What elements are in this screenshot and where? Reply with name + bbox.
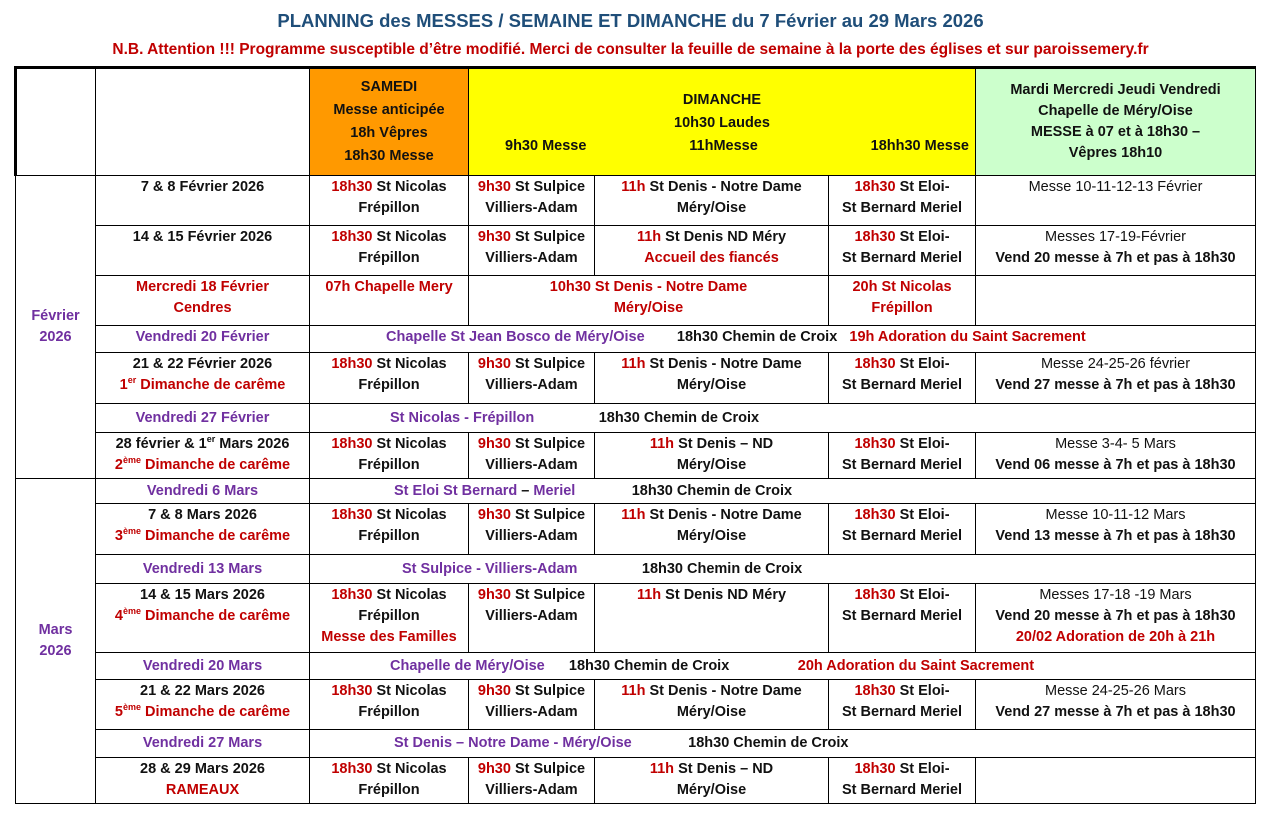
- table-row: [16, 176, 1256, 226]
- table-header: [16, 68, 1256, 176]
- table-row: [16, 730, 1256, 758]
- saturday-cell: 18h30 St Nicolas Frépillon: [310, 176, 469, 226]
- sunday-11-cell: 11h St Denis – ND Méry/Oise: [595, 758, 829, 804]
- friday-cell: Chapelle St Jean Bosco de Méry/Oise 18h30 Chemin de Croix 19h Adoration du Saint Sacrement: [310, 326, 1256, 353]
- sunday-11-cell: 11h St Denis – ND Méry/Oise: [595, 433, 829, 479]
- page-title: PLANNING des MESSES / SEMAINE ET DIMANCHE du 7 Février au 29 Mars 2026: [277, 10, 984, 31]
- month-march: Mars 2026: [16, 479, 96, 804]
- saturday-cell: 18h30 St Nicolas Frépillon: [310, 758, 469, 804]
- sunday-1830-cell: 18h30 St Eloi- St Bernard Meriel: [829, 176, 976, 226]
- sunday-1830-cell: 18h30 St Eloi- St Bernard Meriel: [829, 680, 976, 730]
- table-row: [16, 479, 1256, 504]
- friday-cell: St Nicolas - Frépillon 18h30 Chemin de Croix: [310, 404, 1256, 433]
- saturday-cell: 18h30 St Nicolas Frépillon: [310, 504, 469, 555]
- sunday-930-cell: 9h30 St Sulpice Villiers-Adam: [469, 226, 595, 276]
- sunday-930-cell: 9h30 St Sulpice Villiers-Adam: [469, 504, 595, 555]
- sunday-930-cell: 9h30 St Sulpice Villiers-Adam: [469, 584, 595, 653]
- sunday-1830-cell: 18h30 St Eloi- St Bernard Meriel: [829, 584, 976, 653]
- date-cell: 14 & 15 Mars 2026 4ème Dimanche de carême: [96, 584, 310, 653]
- notice: N.B. Attention !!! Programme susceptible d’être modifié. Merci de consulter la feuille de semaine à la porte des églises et sur paroissemery.fr: [112, 41, 1149, 58]
- table-row: [16, 276, 1256, 326]
- sunday-930-cell: 9h30 St Sulpice Villiers-Adam: [469, 680, 595, 730]
- sunday-1830-cell: 18h30 St Eloi- St Bernard Meriel: [829, 226, 976, 276]
- sunday-1830-cell: 18h30 St Eloi- St Bernard Meriel: [829, 504, 976, 555]
- header-saturday: SAMEDI Messe anticipée 18h Vêpres 18h30 Messe: [310, 68, 469, 176]
- table-row: [16, 680, 1256, 730]
- table-row: [16, 584, 1256, 653]
- sunday-11-cell: 11h St Denis - Notre Dame Méry/Oise: [595, 680, 829, 730]
- date-cell: Vendredi 27 Mars: [96, 730, 310, 758]
- header-sunday: DIMANCHE 10h30 Laudes 9h30 Messe 11hMesse 18hh30 Messe: [469, 68, 976, 176]
- sunday-930-cell: 9h30 St Sulpice Villiers-Adam: [469, 758, 595, 804]
- header-sun-1830: 18hh30 Messe: [870, 137, 969, 154]
- weekday-cell: Messes 17-18 -19 Mars Vend 20 messe à 7h et pas à 18h30 20/02 Adoration de 20h à 21h: [976, 584, 1256, 653]
- date-cell: Vendredi 27 Février: [96, 404, 310, 433]
- sunday-11-cell: 11h St Denis - Notre Dame Méry/Oise: [595, 504, 829, 555]
- table-row: [16, 226, 1256, 276]
- weekday-cell: [976, 758, 1256, 804]
- sunday-930-cell: 9h30 St Sulpice Villiers-Adam: [469, 353, 595, 404]
- sunday-cell: 10h30 St Denis - Notre Dame Méry/Oise: [469, 276, 829, 326]
- table-row: [16, 404, 1256, 433]
- weekday-cell: Messe 10-11-12-13 Février: [976, 176, 1256, 226]
- weekday-cell: Messe 24-25-26 février Vend 27 messe à 7h et pas à 18h30: [976, 353, 1256, 404]
- weekday-cell: Messe 24-25-26 Mars Vend 27 messe à 7h et pas à 18h30: [976, 680, 1256, 730]
- table-row: [16, 504, 1256, 555]
- date-cell: 28 & 29 Mars 2026 RAMEAUX: [96, 758, 310, 804]
- weekday-cell: Messe 10-11-12 Mars Vend 13 messe à 7h et pas à 18h30: [976, 504, 1256, 555]
- date-cell: 21 & 22 Mars 2026 5ème Dimanche de carême: [96, 680, 310, 730]
- table-row: [16, 555, 1256, 584]
- saturday-cell: 18h30 St Nicolas Frépillon: [310, 680, 469, 730]
- table-row: [16, 326, 1256, 353]
- sunday-930-cell: 9h30 St Sulpice Villiers-Adam: [469, 433, 595, 479]
- table-row: [16, 653, 1256, 680]
- friday-cell: St Denis – Notre Dame - Méry/Oise 18h30 Chemin de Croix: [310, 730, 1256, 758]
- sunday-1830-cell: 20h St Nicolas Frépillon: [829, 276, 976, 326]
- date-cell: Mercredi 18 Février Cendres: [96, 276, 310, 326]
- sunday-11-cell: 11h St Denis - Notre Dame Méry/Oise: [595, 176, 829, 226]
- weekday-cell: Messe 3-4- 5 Mars Vend 06 messe à 7h et pas à 18h30: [976, 433, 1256, 479]
- table-row: [16, 353, 1256, 404]
- friday-cell: St Sulpice - Villiers-Adam 18h30 Chemin de Croix: [310, 555, 1256, 584]
- header-weekdays: Mardi Mercredi Jeudi Vendredi Chapelle de Méry/Oise MESSE à 07 et à 18h30 – Vêpres 18h10: [976, 68, 1256, 176]
- sunday-1830-cell: 18h30 St Eloi- St Bernard Meriel: [829, 433, 976, 479]
- date-cell: 7 & 8 Février 2026: [96, 176, 310, 226]
- sunday-11-cell: 11h St Denis ND Méry: [595, 584, 829, 653]
- friday-cell: St Eloi St Bernard – Meriel 18h30 Chemin de Croix: [310, 479, 1256, 504]
- date-cell: 28 février & 1er Mars 2026 2ème Dimanche de carême: [96, 433, 310, 479]
- weekday-cell: [976, 276, 1256, 326]
- date-cell: 14 & 15 Février 2026: [96, 226, 310, 276]
- date-cell: Vendredi 13 Mars: [96, 555, 310, 584]
- header-sun-930: 9h30 Messe: [505, 137, 587, 154]
- saturday-cell: 18h30 St Nicolas Frépillon: [310, 226, 469, 276]
- date-cell: 21 & 22 Février 2026 1er Dimanche de carême: [96, 353, 310, 404]
- saturday-cell: 18h30 St Nicolas Frépillon Messe des Familles: [310, 584, 469, 653]
- saturday-cell: 18h30 St Nicolas Frépillon: [310, 353, 469, 404]
- date-cell: Vendredi 6 Mars: [96, 479, 310, 504]
- table-row: [16, 758, 1256, 804]
- header-empty-date: [96, 68, 310, 176]
- month-february: Février 2026: [16, 176, 96, 479]
- sunday-930-cell: 9h30 St Sulpice Villiers-Adam: [469, 176, 595, 226]
- sunday-11-cell: 11h St Denis - Notre Dame Méry/Oise: [595, 353, 829, 404]
- table-row: [16, 433, 1256, 479]
- header-sun-11: 11hMesse: [689, 137, 758, 154]
- header-empty-month: [16, 68, 96, 176]
- friday-cell: Chapelle de Méry/Oise 18h30 Chemin de Croix 20h Adoration du Saint Sacrement: [310, 653, 1256, 680]
- weekday-cell: Messes 17-19-Février Vend 20 messe à 7h et pas à 18h30: [976, 226, 1256, 276]
- saturday-cell: 18h30 St Nicolas Frépillon: [310, 433, 469, 479]
- sunday-11-cell: 11h St Denis ND Méry Accueil des fiancés: [595, 226, 829, 276]
- sunday-1830-cell: 18h30 St Eloi- St Bernard Meriel: [829, 758, 976, 804]
- sunday-1830-cell: 18h30 St Eloi- St Bernard Meriel: [829, 353, 976, 404]
- date-cell: 7 & 8 Mars 2026 3ème Dimanche de carême: [96, 504, 310, 555]
- schedule-table: [14, 66, 1256, 804]
- date-cell: Vendredi 20 Mars: [96, 653, 310, 680]
- saturday-cell: 07h Chapelle Mery: [310, 276, 469, 326]
- date-cell: Vendredi 20 Février: [96, 326, 310, 353]
